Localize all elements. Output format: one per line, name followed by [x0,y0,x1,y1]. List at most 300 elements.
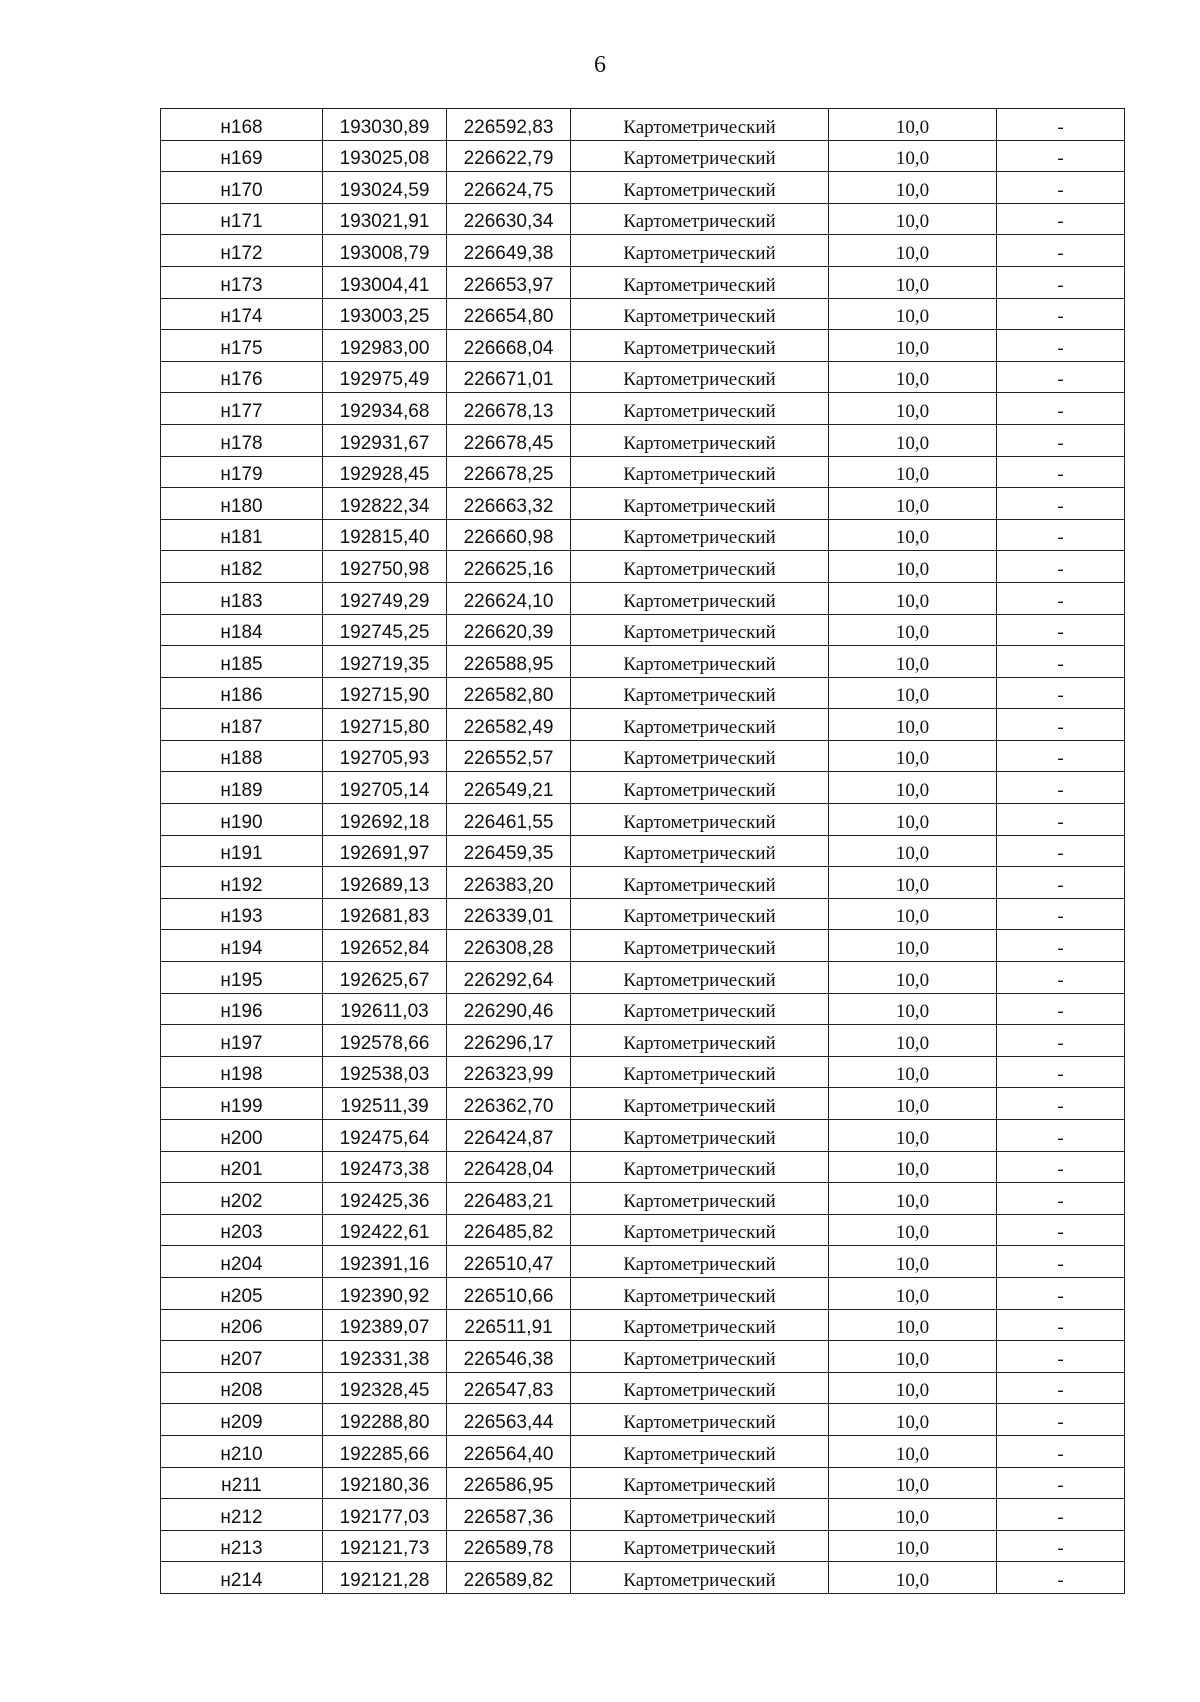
table-row [161,1025,1125,1057]
accuracy-cell: 10,0 [829,835,997,867]
accuracy-cell: 10,0 [829,1056,997,1088]
y-coordinate-cell: 226510,66 [447,1277,571,1309]
x-coordinate-cell: 192177,03 [323,1499,447,1531]
table-row [161,361,1125,393]
point-id-cell: н178 [161,424,323,456]
x-coordinate-cell: 192705,14 [323,772,447,804]
point-id-cell: н176 [161,361,323,393]
table-row [161,519,1125,551]
x-coordinate-cell: 192180,36 [323,1467,447,1499]
accuracy-cell: 10,0 [829,424,997,456]
x-coordinate-cell: 192328,45 [323,1372,447,1404]
method-cell: Картометрический [571,1246,829,1278]
accuracy-cell: 10,0 [829,898,997,930]
method-cell: Картометрический [571,614,829,646]
method-cell: Картометрический [571,740,829,772]
point-id-cell: н173 [161,266,323,298]
accuracy-cell: 10,0 [829,551,997,583]
description-cell: - [997,993,1125,1025]
accuracy-cell: 10,0 [829,1530,997,1562]
accuracy-cell: 10,0 [829,1277,997,1309]
description-cell: - [997,172,1125,204]
method-cell: Картометрический [571,1151,829,1183]
x-coordinate-cell: 193030,89 [323,109,447,141]
accuracy-cell: 10,0 [829,930,997,962]
method-cell: Картометрический [571,867,829,899]
accuracy-cell: 10,0 [829,804,997,836]
accuracy-cell: 10,0 [829,519,997,551]
x-coordinate-cell: 192822,34 [323,488,447,520]
method-cell: Картометрический [571,361,829,393]
table-row [161,551,1125,583]
y-coordinate-cell: 226589,78 [447,1530,571,1562]
y-coordinate-cell: 226362,70 [447,1088,571,1120]
y-coordinate-cell: 226510,47 [447,1246,571,1278]
point-id-cell: н211 [161,1467,323,1499]
method-cell: Картометрический [571,203,829,235]
description-cell: - [997,835,1125,867]
description-cell: - [997,1025,1125,1057]
x-coordinate-cell: 192719,35 [323,646,447,678]
accuracy-cell: 10,0 [829,867,997,899]
description-cell: - [997,962,1125,994]
table-row [161,1088,1125,1120]
description-cell: - [997,898,1125,930]
point-id-cell: н203 [161,1214,323,1246]
method-cell: Картометрический [571,709,829,741]
point-id-cell: н207 [161,1341,323,1373]
y-coordinate-cell: 226589,82 [447,1562,571,1594]
y-coordinate-cell: 226552,57 [447,740,571,772]
y-coordinate-cell: 226339,01 [447,898,571,930]
method-cell: Картометрический [571,1056,829,1088]
x-coordinate-cell: 192331,38 [323,1341,447,1373]
point-id-cell: н180 [161,488,323,520]
method-cell: Картометрический [571,1404,829,1436]
table-row [161,962,1125,994]
x-coordinate-cell: 192538,03 [323,1056,447,1088]
table-row [161,772,1125,804]
x-coordinate-cell: 192389,07 [323,1309,447,1341]
table-row [161,1530,1125,1562]
table-row [161,804,1125,836]
accuracy-cell: 10,0 [829,1341,997,1373]
accuracy-cell: 10,0 [829,140,997,172]
point-id-cell: н192 [161,867,323,899]
accuracy-cell: 10,0 [829,1467,997,1499]
accuracy-cell: 10,0 [829,298,997,330]
method-cell: Картометрический [571,519,829,551]
y-coordinate-cell: 226624,10 [447,582,571,614]
table-row [161,140,1125,172]
table-row [161,235,1125,267]
point-id-cell: н213 [161,1530,323,1562]
table-row [161,203,1125,235]
table-row [161,330,1125,362]
accuracy-cell: 10,0 [829,677,997,709]
y-coordinate-cell: 226649,38 [447,235,571,267]
description-cell: - [997,1562,1125,1594]
description-cell: - [997,203,1125,235]
method-cell: Картометрический [571,835,829,867]
table-row [161,1435,1125,1467]
description-cell: - [997,1435,1125,1467]
table-row [161,266,1125,298]
table-row [161,677,1125,709]
x-coordinate-cell: 192611,03 [323,993,447,1025]
description-cell: - [997,1214,1125,1246]
accuracy-cell: 10,0 [829,772,997,804]
y-coordinate-cell: 226668,04 [447,330,571,362]
table-row [161,1309,1125,1341]
method-cell: Картометрический [571,109,829,141]
point-id-cell: н199 [161,1088,323,1120]
y-coordinate-cell: 226547,83 [447,1372,571,1404]
point-id-cell: н209 [161,1404,323,1436]
accuracy-cell: 10,0 [829,1246,997,1278]
description-cell: - [997,519,1125,551]
description-cell: - [997,1277,1125,1309]
description-cell: - [997,1467,1125,1499]
y-coordinate-cell: 226654,80 [447,298,571,330]
x-coordinate-cell: 192815,40 [323,519,447,551]
accuracy-cell: 10,0 [829,1435,997,1467]
method-cell: Картометрический [571,930,829,962]
x-coordinate-cell: 192475,64 [323,1120,447,1152]
table-row [161,1404,1125,1436]
description-cell: - [997,1499,1125,1531]
y-coordinate-cell: 226485,82 [447,1214,571,1246]
y-coordinate-cell: 226582,80 [447,677,571,709]
method-cell: Картометрический [571,393,829,425]
x-coordinate-cell: 192750,98 [323,551,447,583]
description-cell: - [997,1372,1125,1404]
x-coordinate-cell: 193008,79 [323,235,447,267]
method-cell: Картометрический [571,772,829,804]
description-cell: - [997,551,1125,583]
point-id-cell: н186 [161,677,323,709]
x-coordinate-cell: 192715,80 [323,709,447,741]
accuracy-cell: 10,0 [829,109,997,141]
y-coordinate-cell: 226630,34 [447,203,571,235]
point-id-cell: н177 [161,393,323,425]
y-coordinate-cell: 226383,20 [447,867,571,899]
accuracy-cell: 10,0 [829,172,997,204]
point-id-cell: н190 [161,804,323,836]
table-row [161,582,1125,614]
description-cell: - [997,582,1125,614]
x-coordinate-cell: 193021,91 [323,203,447,235]
point-id-cell: н198 [161,1056,323,1088]
description-cell: - [997,1246,1125,1278]
description-cell: - [997,646,1125,678]
table-row [161,1372,1125,1404]
table-row [161,1246,1125,1278]
accuracy-cell: 10,0 [829,393,997,425]
description-cell: - [997,804,1125,836]
method-cell: Картометрический [571,1435,829,1467]
point-id-cell: н197 [161,1025,323,1057]
description-cell: - [997,867,1125,899]
method-cell: Картометрический [571,677,829,709]
x-coordinate-cell: 192715,90 [323,677,447,709]
y-coordinate-cell: 226549,21 [447,772,571,804]
accuracy-cell: 10,0 [829,488,997,520]
x-coordinate-cell: 192652,84 [323,930,447,962]
x-coordinate-cell: 192422,61 [323,1214,447,1246]
method-cell: Картометрический [571,1025,829,1057]
x-coordinate-cell: 192692,18 [323,804,447,836]
coordinates-table-body [161,109,1125,1594]
table-row [161,109,1125,141]
table-row [161,867,1125,899]
description-cell: - [997,361,1125,393]
y-coordinate-cell: 226653,97 [447,266,571,298]
point-id-cell: н175 [161,330,323,362]
x-coordinate-cell: 192691,97 [323,835,447,867]
method-cell: Картометрический [571,266,829,298]
method-cell: Картометрический [571,488,829,520]
point-id-cell: н206 [161,1309,323,1341]
point-id-cell: н168 [161,109,323,141]
x-coordinate-cell: 192578,66 [323,1025,447,1057]
point-id-cell: н181 [161,519,323,551]
table-row [161,1341,1125,1373]
accuracy-cell: 10,0 [829,993,997,1025]
description-cell: - [997,298,1125,330]
y-coordinate-cell: 226546,38 [447,1341,571,1373]
point-id-cell: н202 [161,1183,323,1215]
y-coordinate-cell: 226660,98 [447,519,571,551]
x-coordinate-cell: 192425,36 [323,1183,447,1215]
point-id-cell: н208 [161,1372,323,1404]
accuracy-cell: 10,0 [829,614,997,646]
accuracy-cell: 10,0 [829,1372,997,1404]
method-cell: Картометрический [571,646,829,678]
point-id-cell: н187 [161,709,323,741]
accuracy-cell: 10,0 [829,235,997,267]
y-coordinate-cell: 226461,55 [447,804,571,836]
method-cell: Картометрический [571,140,829,172]
description-cell: - [997,614,1125,646]
x-coordinate-cell: 193024,59 [323,172,447,204]
accuracy-cell: 10,0 [829,456,997,488]
description-cell: - [997,393,1125,425]
x-coordinate-cell: 193003,25 [323,298,447,330]
y-coordinate-cell: 226587,36 [447,1499,571,1531]
method-cell: Картометрический [571,898,829,930]
point-id-cell: н183 [161,582,323,614]
description-cell: - [997,1309,1125,1341]
description-cell: - [997,266,1125,298]
point-id-cell: н205 [161,1277,323,1309]
description-cell: - [997,488,1125,520]
method-cell: Картометрический [571,172,829,204]
y-coordinate-cell: 226588,95 [447,646,571,678]
x-coordinate-cell: 192625,67 [323,962,447,994]
x-coordinate-cell: 192934,68 [323,393,447,425]
point-id-cell: н170 [161,172,323,204]
method-cell: Картометрический [571,993,829,1025]
accuracy-cell: 10,0 [829,1214,997,1246]
table-row [161,1183,1125,1215]
description-cell: - [997,109,1125,141]
x-coordinate-cell: 192511,39 [323,1088,447,1120]
point-id-cell: н196 [161,993,323,1025]
table-row [161,1562,1125,1594]
table-row [161,993,1125,1025]
accuracy-cell: 10,0 [829,740,997,772]
y-coordinate-cell: 226564,40 [447,1435,571,1467]
description-cell: - [997,1120,1125,1152]
x-coordinate-cell: 192745,25 [323,614,447,646]
accuracy-cell: 10,0 [829,1404,997,1436]
description-cell: - [997,1056,1125,1088]
method-cell: Картометрический [571,582,829,614]
accuracy-cell: 10,0 [829,330,997,362]
description-cell: - [997,1088,1125,1120]
point-id-cell: н184 [161,614,323,646]
y-coordinate-cell: 226511,91 [447,1309,571,1341]
point-id-cell: н169 [161,140,323,172]
table-row [161,835,1125,867]
accuracy-cell: 10,0 [829,1183,997,1215]
description-cell: - [997,140,1125,172]
point-id-cell: н193 [161,898,323,930]
y-coordinate-cell: 226622,79 [447,140,571,172]
method-cell: Картометрический [571,1372,829,1404]
y-coordinate-cell: 226586,95 [447,1467,571,1499]
table-row [161,298,1125,330]
method-cell: Картометрический [571,1530,829,1562]
table-row [161,614,1125,646]
point-id-cell: н182 [161,551,323,583]
x-coordinate-cell: 192931,67 [323,424,447,456]
accuracy-cell: 10,0 [829,203,997,235]
table-row [161,1056,1125,1088]
table-row [161,898,1125,930]
accuracy-cell: 10,0 [829,962,997,994]
description-cell: - [997,930,1125,962]
accuracy-cell: 10,0 [829,582,997,614]
x-coordinate-cell: 192975,49 [323,361,447,393]
point-id-cell: н189 [161,772,323,804]
y-coordinate-cell: 226678,25 [447,456,571,488]
y-coordinate-cell: 226624,75 [447,172,571,204]
description-cell: - [997,740,1125,772]
x-coordinate-cell: 192681,83 [323,898,447,930]
table-row [161,456,1125,488]
method-cell: Картометрический [571,551,829,583]
point-id-cell: н194 [161,930,323,962]
y-coordinate-cell: 226582,49 [447,709,571,741]
y-coordinate-cell: 226592,83 [447,109,571,141]
x-coordinate-cell: 193004,41 [323,266,447,298]
method-cell: Картометрический [571,235,829,267]
accuracy-cell: 10,0 [829,1120,997,1152]
point-id-cell: н174 [161,298,323,330]
point-id-cell: н212 [161,1499,323,1531]
y-coordinate-cell: 226296,17 [447,1025,571,1057]
point-id-cell: н201 [161,1151,323,1183]
x-coordinate-cell: 192390,92 [323,1277,447,1309]
point-id-cell: н171 [161,203,323,235]
accuracy-cell: 10,0 [829,1309,997,1341]
x-coordinate-cell: 192391,16 [323,1246,447,1278]
method-cell: Картометрический [571,330,829,362]
x-coordinate-cell: 192928,45 [323,456,447,488]
method-cell: Картометрический [571,1277,829,1309]
y-coordinate-cell: 226308,28 [447,930,571,962]
accuracy-cell: 10,0 [829,1088,997,1120]
accuracy-cell: 10,0 [829,361,997,393]
y-coordinate-cell: 226563,44 [447,1404,571,1436]
x-coordinate-cell: 192121,28 [323,1562,447,1594]
y-coordinate-cell: 226663,32 [447,488,571,520]
accuracy-cell: 10,0 [829,646,997,678]
description-cell: - [997,456,1125,488]
x-coordinate-cell: 192288,80 [323,1404,447,1436]
table-row [161,646,1125,678]
description-cell: - [997,772,1125,804]
y-coordinate-cell: 226678,45 [447,424,571,456]
x-coordinate-cell: 193025,08 [323,140,447,172]
coordinates-table [160,108,1125,1594]
table-row [161,930,1125,962]
y-coordinate-cell: 226290,46 [447,993,571,1025]
method-cell: Картометрический [571,424,829,456]
table-row [161,424,1125,456]
y-coordinate-cell: 226428,04 [447,1151,571,1183]
y-coordinate-cell: 226459,35 [447,835,571,867]
method-cell: Картометрический [571,298,829,330]
y-coordinate-cell: 226323,99 [447,1056,571,1088]
point-id-cell: н204 [161,1246,323,1278]
method-cell: Картометрический [571,1341,829,1373]
point-id-cell: н214 [161,1562,323,1594]
method-cell: Картометрический [571,962,829,994]
point-id-cell: н191 [161,835,323,867]
table-row [161,1499,1125,1531]
x-coordinate-cell: 192285,66 [323,1435,447,1467]
accuracy-cell: 10,0 [829,1562,997,1594]
description-cell: - [997,1530,1125,1562]
page-number: 6 [594,52,606,78]
table-row [161,393,1125,425]
accuracy-cell: 10,0 [829,1025,997,1057]
y-coordinate-cell: 226678,13 [447,393,571,425]
method-cell: Картометрический [571,804,829,836]
method-cell: Картометрический [571,1120,829,1152]
x-coordinate-cell: 192749,29 [323,582,447,614]
method-cell: Картометрический [571,1214,829,1246]
description-cell: - [997,1404,1125,1436]
method-cell: Картометрический [571,1467,829,1499]
x-coordinate-cell: 192705,93 [323,740,447,772]
table-row [161,1120,1125,1152]
table-row [161,488,1125,520]
accuracy-cell: 10,0 [829,266,997,298]
y-coordinate-cell: 226483,21 [447,1183,571,1215]
description-cell: - [997,1151,1125,1183]
point-id-cell: н179 [161,456,323,488]
y-coordinate-cell: 226620,39 [447,614,571,646]
table-row [161,709,1125,741]
point-id-cell: н195 [161,962,323,994]
table-row [161,1214,1125,1246]
description-cell: - [997,330,1125,362]
method-cell: Картометрический [571,1309,829,1341]
